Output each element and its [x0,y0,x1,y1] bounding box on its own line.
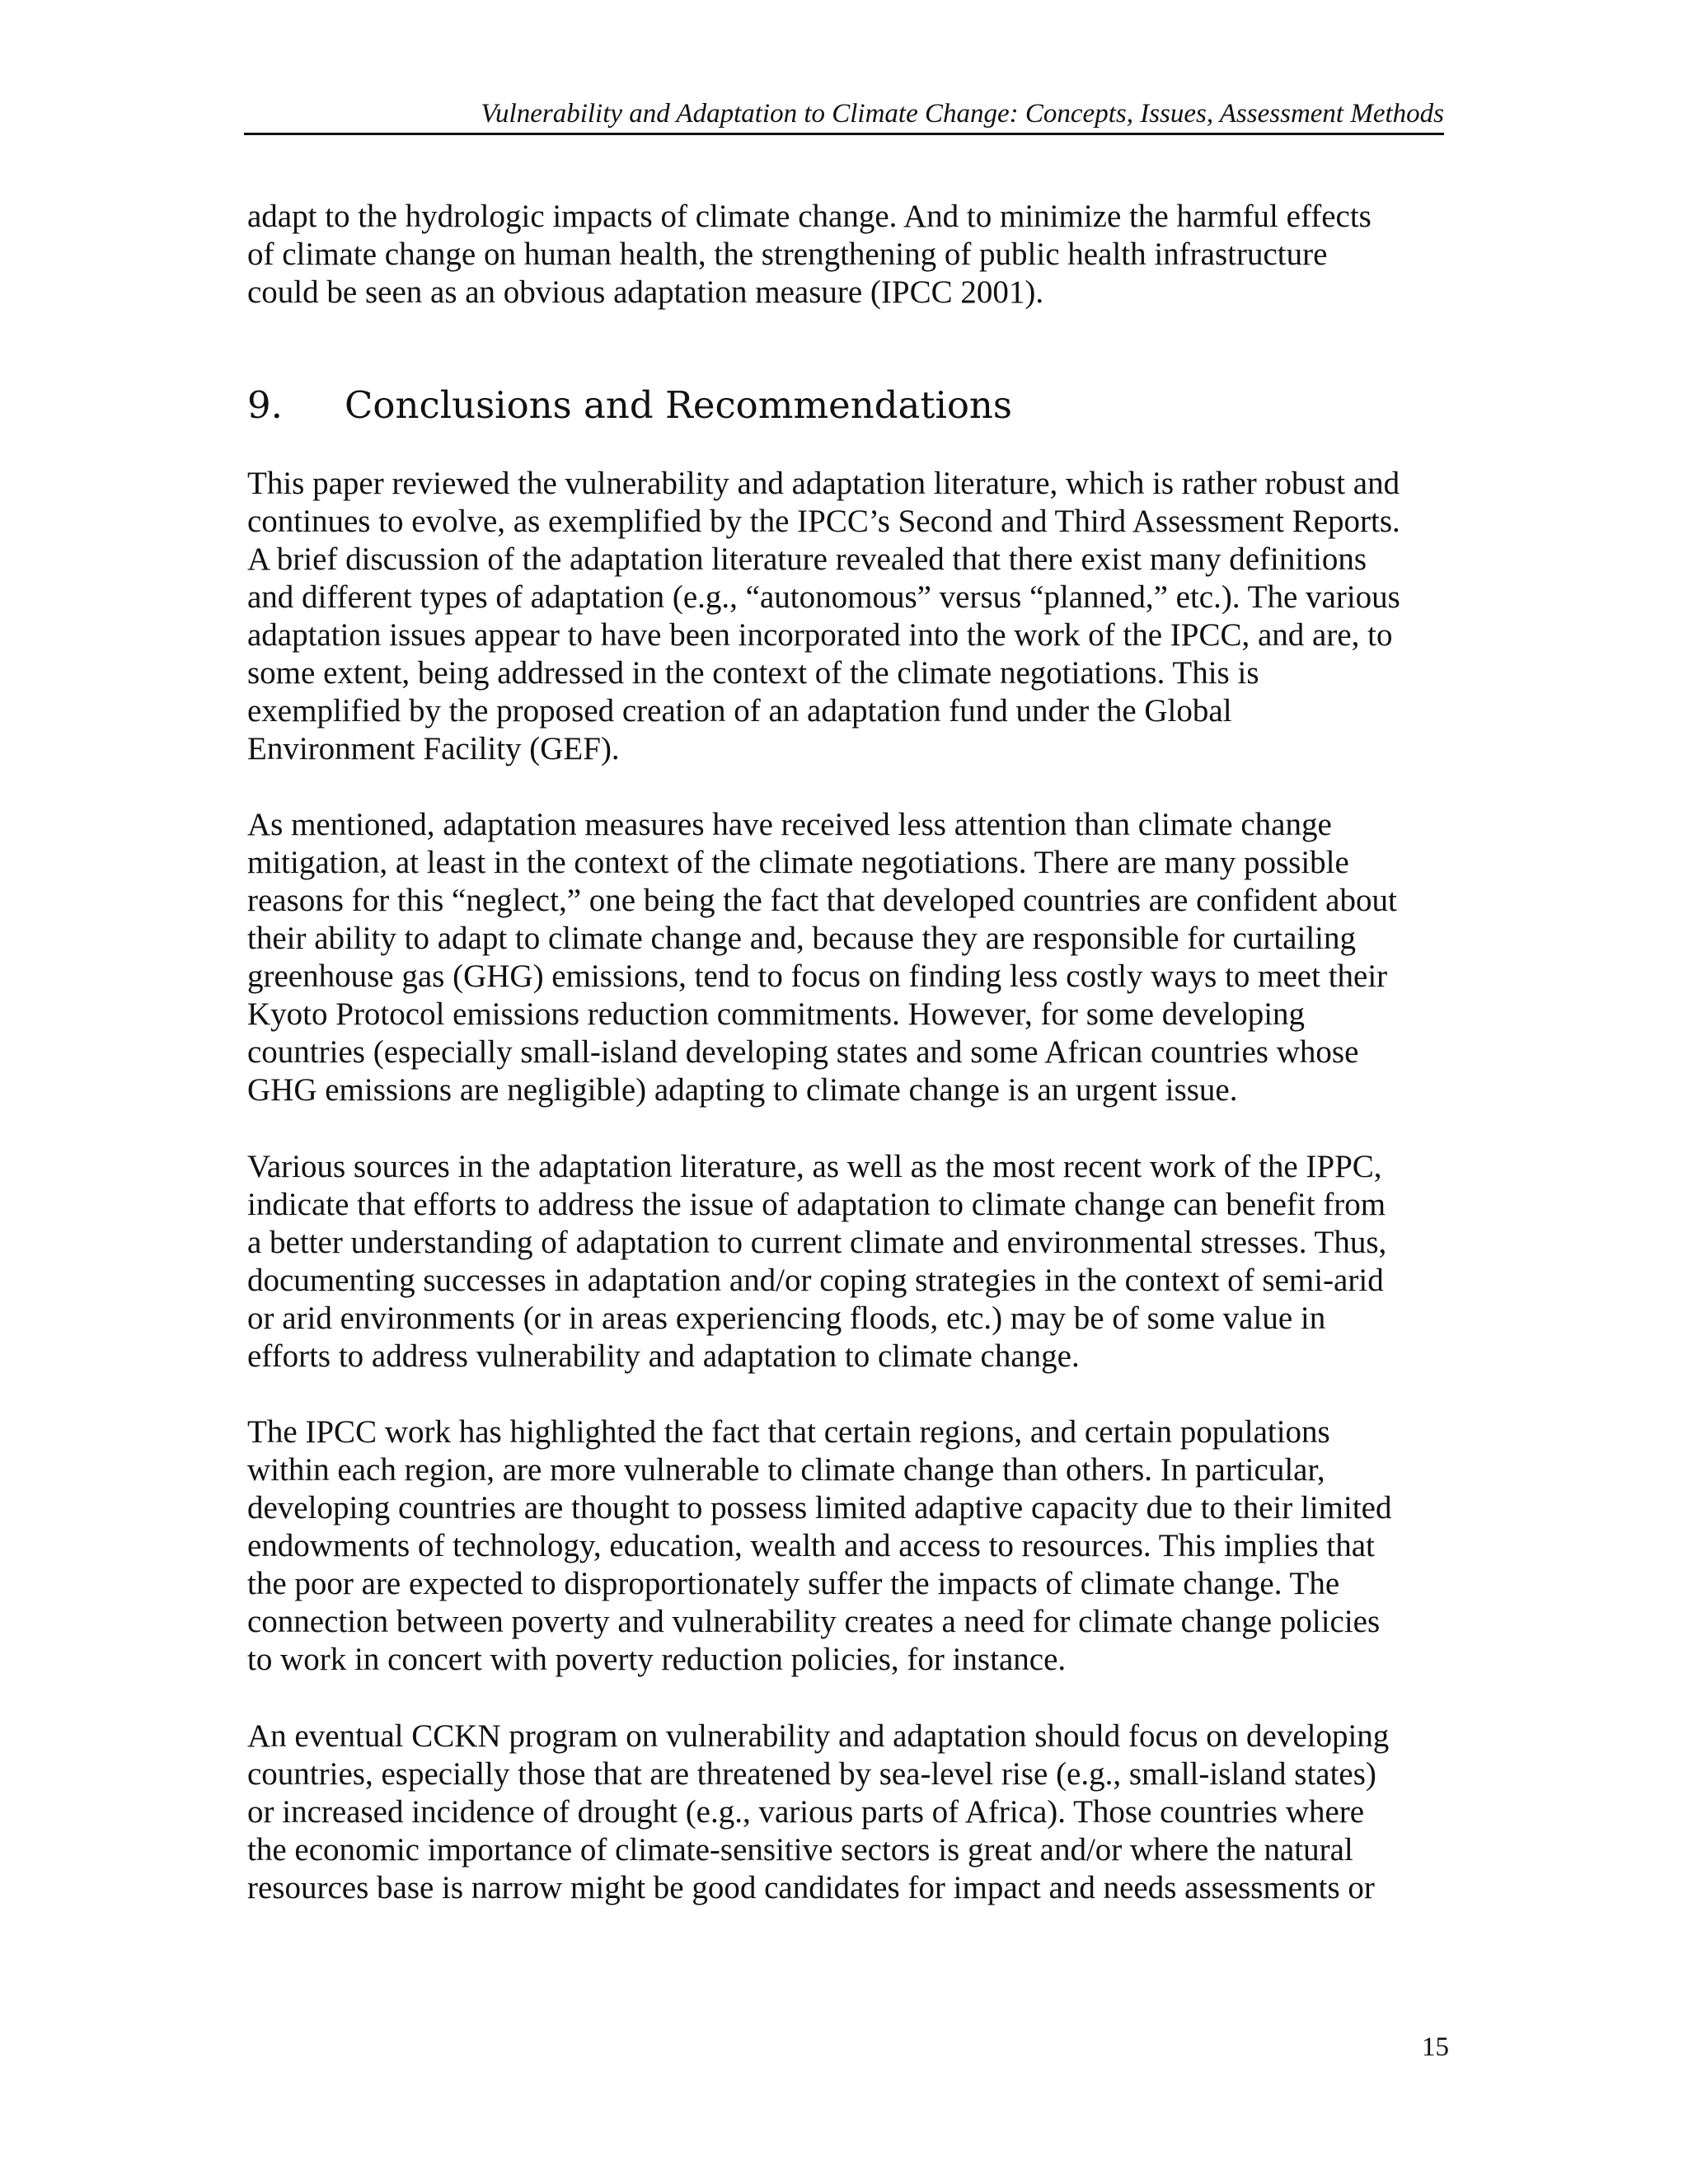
text-line: countries, especially those that are threatened by sea-level rise (e.g., small-island states) [247,1756,1376,1792]
text-line: of climate change on human health, the strengthening of public health infrastructure [247,237,1328,272]
text-line: This paper reviewed the vulnerability and adaptation literature, which is rather robust and [247,466,1400,501]
text-line: efforts to address vulnerability and adaptation to climate change. [247,1338,1080,1374]
text-line: adaptation issues appear to have been incorporated into the work of the IPCC, and are, to [247,617,1393,653]
text-line: Various sources in the adaptation literature, as well as the most recent work of the IPPC, [247,1149,1382,1184]
intro-paragraph [247,198,1451,312]
text-line: or increased incidence of drought (e.g., various parts of Africa). Those countries where [247,1794,1365,1830]
text-line: developing countries are thought to possess limited adaptive capacity due to their limited [247,1490,1392,1526]
text-line: to work in concert with poverty reduction policies, for instance. [247,1642,1067,1677]
text-line: the economic importance of climate-sensitive sectors is great and/or where the natural [247,1832,1353,1868]
text-line: greenhouse gas (GHG) emissions, tend to focus on finding less costly ways to meet their [247,958,1388,994]
text-line: adapt to the hydrologic impacts of climate change. And to minimize the harmful effects [247,199,1372,234]
text-line: A brief discussion of the adaptation literature revealed that there exist many definitions [247,541,1367,577]
paragraph-1 [247,465,1451,768]
text-line: The IPCC work has highlighted the fact that certain regions, and certain populations [247,1414,1330,1450]
text-line: mitigation, at least in the context of the climate negotiations. There are many possible [247,845,1349,880]
text-line: resources base is narrow might be good candidates for impact and needs assessments or [247,1870,1375,1905]
text-line: and different types of adaptation (e.g., “autonomous” versus “planned,” etc.). The various [247,579,1400,615]
text-line: endowments of technology, education, wealth and access to resources. This implies that [247,1528,1375,1563]
text-line: their ability to adapt to climate change and, because they are responsible for curtailing [247,921,1356,956]
text-line: An eventual CCKN program on vulnerability and adaptation should focus on developing [247,1718,1390,1754]
paragraph-2 [247,806,1451,1109]
text-line: As mentioned, adaptation measures have received less attention than climate change [247,807,1332,842]
paragraph-4 [247,1413,1451,1679]
text-line: exemplified by the proposed creation of an adaptation fund under the Global [247,693,1232,729]
text-line: indicate that efforts to address the issue of adaptation to climate change can benefit from [247,1187,1386,1222]
text-line: within each region, are more vulnerable to climate change than others. In particular, [247,1452,1325,1488]
text-line: or arid environments (or in areas experiencing floods, etc.) may be of some value in [247,1301,1326,1336]
page-number: 15 [1422,2032,1449,2062]
text-line: reasons for this “neglect,” one being the fact that developed countries are confident about [247,883,1397,918]
text-line: could be seen as an obvious adaptation measure (IPCC 2001). [247,274,1044,310]
text-line: continues to evolve, as exemplified by the IPCC’s Second and Third Assessment Reports. [247,504,1400,539]
text-line: some extent, being addressed in the context of the climate negotiations. This is [247,655,1259,691]
text-line: GHG emissions are negligible) adapting to climate change is an urgent issue. [247,1072,1238,1108]
paragraph-5 [247,1718,1451,1907]
text-line: Kyoto Protocol emissions reduction commitments. However, for some developing [247,996,1306,1032]
text-line: connection between poverty and vulnerability creates a need for climate change policies [247,1604,1381,1639]
text-line: Environment Facility (GEF). [247,731,620,766]
text-line: documenting successes in adaptation and/or coping strategies in the context of semi-arid [247,1263,1384,1298]
section-title: Conclusions and Recommendations [345,383,1012,427]
text-line: a better understanding of adaptation to current climate and environmental stresses. Thus, [247,1225,1387,1260]
text-line: countries (especially small-island developing states and some African countries whose [247,1034,1359,1070]
running-header: Vulnerability and Adaptation to Climate Change: Concepts, Issues, Assessment Methods [481,99,1444,129]
text-line: the poor are expected to disproportionately suffer the impacts of climate change. The [247,1566,1340,1601]
paragraph-3 [247,1148,1451,1376]
header-rule [244,133,1444,135]
section-heading [247,381,1012,430]
section-number: 9. [247,383,283,427]
